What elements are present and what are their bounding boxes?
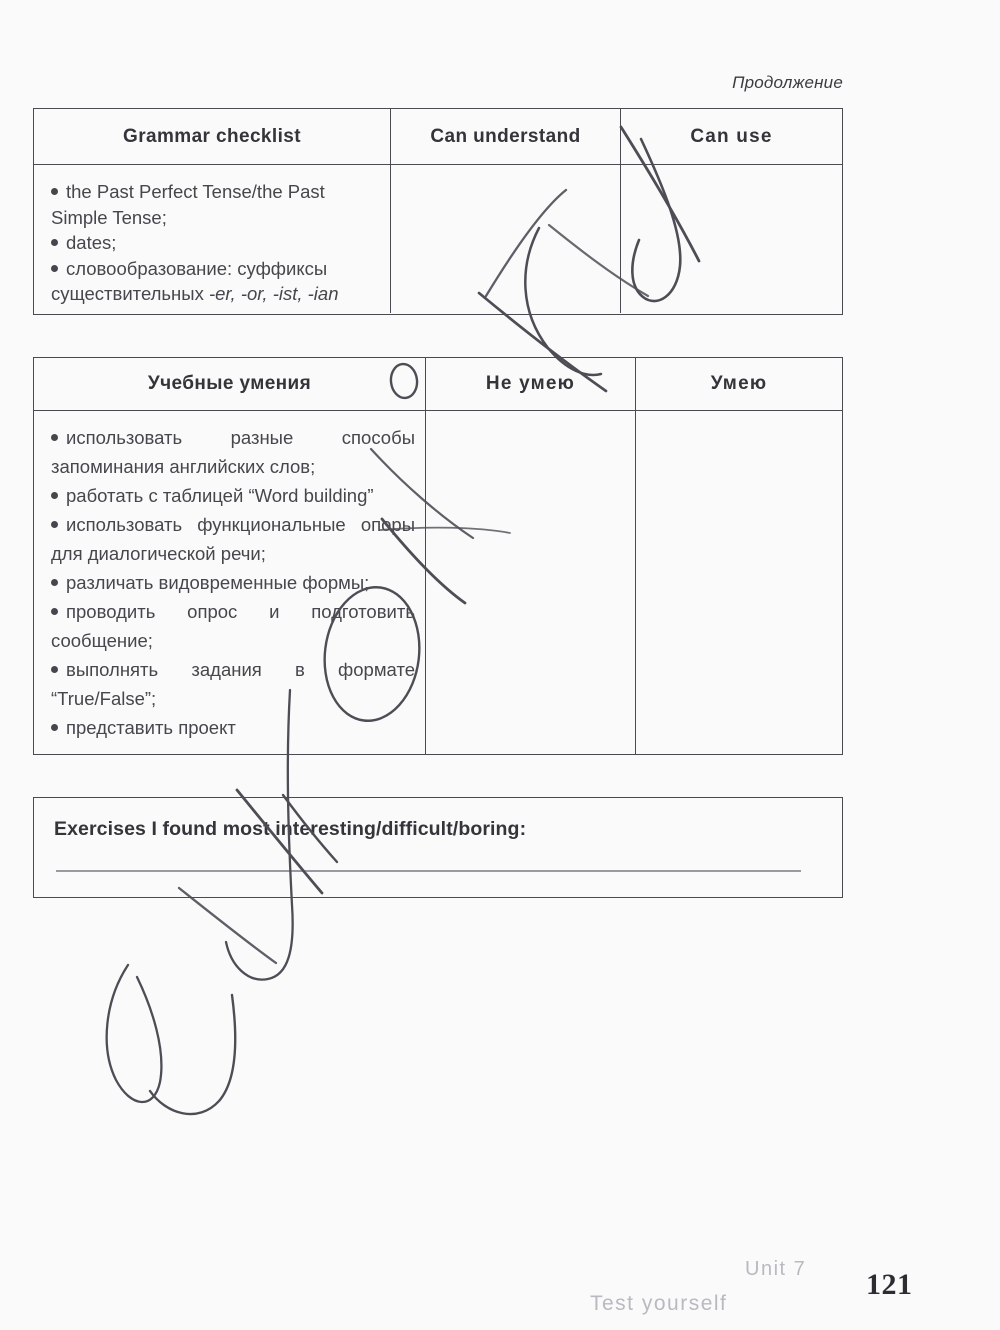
list-item xyxy=(51,481,415,510)
grammar-can-use-cell[interactable] xyxy=(621,165,842,313)
exercises-box xyxy=(33,797,843,898)
list-item-label: dates; xyxy=(66,232,117,253)
header-label-cannot-do: Не умею xyxy=(485,373,576,394)
table-header-row xyxy=(34,358,842,411)
list-item-label: the Past Perfect Tense/the Past Simple Tense; xyxy=(51,181,325,228)
list-item-label: представить проект xyxy=(66,717,236,738)
study-skills-items-cell xyxy=(34,411,426,754)
list-item-label: словообразование: суффиксы существительных xyxy=(51,257,328,304)
u-loop-right-annotation xyxy=(150,995,235,1114)
header-cell-can-understand xyxy=(391,109,621,164)
list-item xyxy=(51,179,376,230)
diagonal-stroke-lower-c xyxy=(179,888,276,963)
footer-section-label: Test yourself xyxy=(590,1292,728,1315)
header-cell-can-use xyxy=(621,109,842,164)
grammar-checklist-table xyxy=(33,108,843,315)
grammar-items-list xyxy=(51,179,376,307)
header-label-can-do: Умею xyxy=(710,373,768,394)
study-skills-table xyxy=(33,357,843,755)
table-header-row xyxy=(34,109,842,165)
page-number: 121 xyxy=(866,1268,913,1301)
list-item-label: проводить опрос и подготовить сообщение; xyxy=(51,601,415,651)
list-item xyxy=(51,423,415,481)
header-cell-grammar-checklist xyxy=(34,109,391,164)
list-item xyxy=(51,568,415,597)
list-item-label: использовать функциональные опоры для диалогической речи; xyxy=(51,514,415,564)
bullet-icon xyxy=(51,265,58,272)
header-cell-can-do xyxy=(636,358,842,410)
header-cell-cannot-do xyxy=(426,358,636,410)
u-loop-annotation xyxy=(107,965,162,1102)
bullet-icon xyxy=(51,579,58,586)
table-body-row xyxy=(34,411,842,754)
grammar-items-cell xyxy=(34,165,391,313)
study-skills-cannot-do-cell[interactable] xyxy=(426,411,636,754)
header-label-can-use: Can use xyxy=(690,125,773,147)
header-label-study-skills: Учебные умения xyxy=(147,373,312,394)
list-item-label: работать с таблицей “Word building” xyxy=(66,485,374,506)
exercises-title: Exercises I found most interesting/difficult/boring: xyxy=(54,818,527,840)
bullet-icon xyxy=(51,521,58,528)
continuation-label: Продолжение xyxy=(732,73,843,92)
bullet-icon xyxy=(51,724,58,731)
list-item xyxy=(51,655,415,713)
list-item xyxy=(51,597,415,655)
grammar-can-understand-cell[interactable] xyxy=(391,165,621,313)
list-item xyxy=(51,230,376,256)
footer-unit-label: Unit 7 xyxy=(745,1258,807,1280)
study-skills-can-do-cell[interactable] xyxy=(636,411,842,754)
header-label-grammar-checklist: Grammar checklist xyxy=(123,125,301,147)
bullet-icon xyxy=(51,239,58,246)
list-item xyxy=(51,713,415,742)
list-item-label: выполнять задания в формате “True/False”; xyxy=(51,659,415,709)
header-cell-study-skills xyxy=(34,358,426,410)
list-item-label: различать видовременные формы; xyxy=(66,572,370,593)
table-body-row xyxy=(34,165,842,313)
exercises-writing-line[interactable] xyxy=(56,870,801,872)
study-skills-items-list xyxy=(51,423,415,742)
list-item-label: использовать разные способы запоминания английских слов; xyxy=(51,427,415,477)
header-label-can-understand: Can understand xyxy=(430,125,581,147)
list-item xyxy=(51,510,415,568)
bullet-icon xyxy=(51,434,58,441)
bullet-icon xyxy=(51,188,58,195)
bullet-icon xyxy=(51,492,58,499)
bullet-icon xyxy=(51,666,58,673)
bullet-icon xyxy=(51,608,58,615)
list-item-suffixes: -er, -or, -ist, -ian xyxy=(208,283,339,304)
list-item xyxy=(51,256,376,307)
